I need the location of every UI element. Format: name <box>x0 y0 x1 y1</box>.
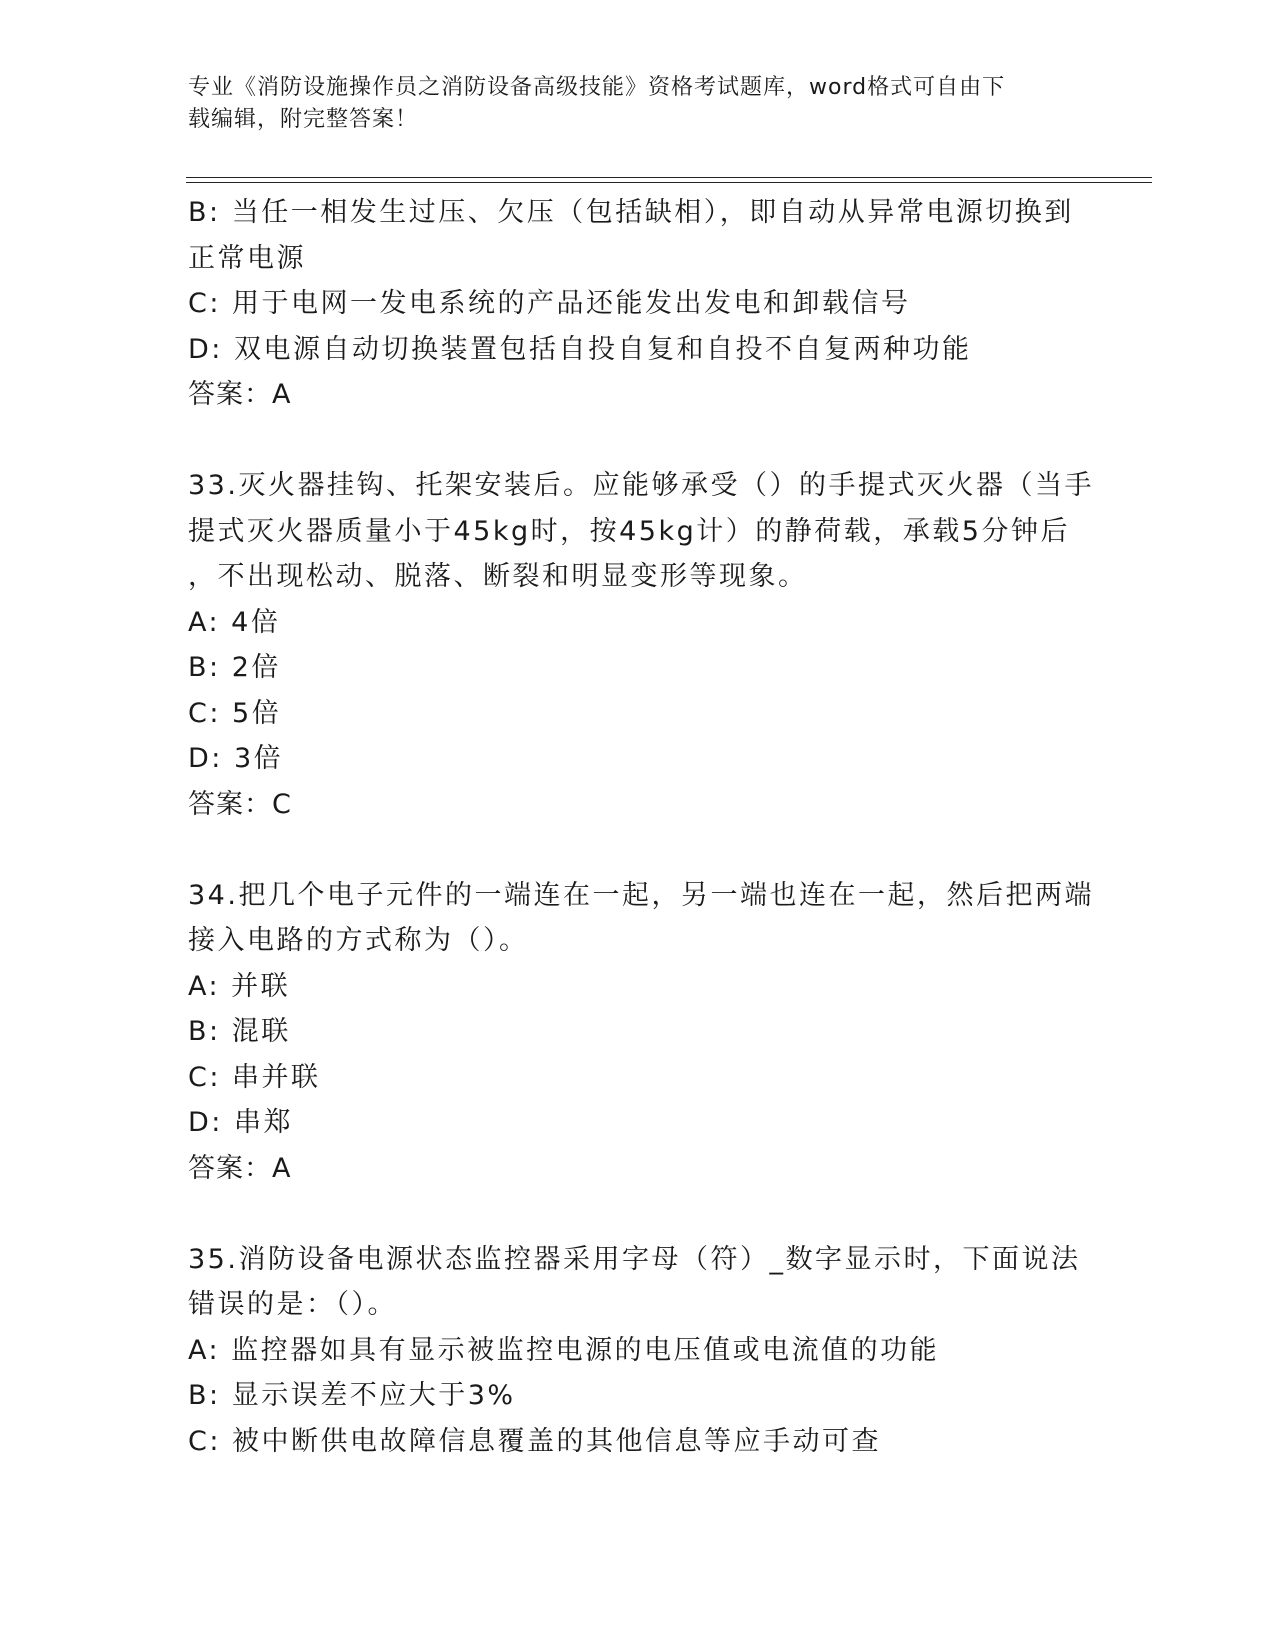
question-text-line-2: 接入电路的方式称为（）。 <box>188 925 529 956</box>
option-a: A: 并联 <box>188 970 291 1002</box>
question-text-line-1: 35.消防设备电源状态监控器采用字母（符）_数字显示时，下面说法 <box>188 1243 1081 1275</box>
document-header <box>188 72 1088 136</box>
answer: 答案：A <box>188 379 292 410</box>
option-c: C: 被中断供电故障信息覆盖的其他信息等应手动可查 <box>188 1425 882 1457</box>
question-text-line-3: ，不出现松动、脱落、断裂和明显变形等现象。 <box>188 561 808 592</box>
option-a: A: 监控器如具有显示被监控电源的电压值或电流值的功能 <box>188 1334 940 1366</box>
option-c: C: 5倍 <box>188 697 282 729</box>
question-35 <box>188 1237 1088 1465</box>
option-c: C: 串并联 <box>188 1061 321 1093</box>
option-d: D: 串郑 <box>188 1107 293 1138</box>
question-text-line-2: 错误的是：（）。 <box>188 1289 397 1320</box>
question-fragment <box>188 190 1088 418</box>
option-d: D: 3倍 <box>188 743 284 774</box>
spacer <box>188 418 1088 464</box>
option-d: D: 双电源自动切换装置包括自投自复和自投不自复两种功能 <box>188 333 972 365</box>
spacer <box>188 1191 1088 1237</box>
header-line-1: 专业《消防设施操作员之消防设备高级技能》资格考试题库，word格式可自由下 <box>188 75 1006 100</box>
option-a: A: 4倍 <box>188 606 281 638</box>
option-b-line-2: 正常电源 <box>188 242 306 274</box>
header-line-2: 载编辑，附完整答案！ <box>188 107 419 132</box>
question-text-line-1: 34.把几个电子元件的一端连在一起，另一端也连在一起，然后把两端 <box>188 879 1094 911</box>
question-34 <box>188 873 1094 1192</box>
option-b-line-1: B: 当任一相发生过压、欠压（包括缺相），即自动从异常电源切换到 <box>188 197 1074 228</box>
question-33 <box>188 463 1094 827</box>
option-b: B: 显示误差不应大于3% <box>188 1380 516 1411</box>
question-text-line-2: 提式灭火器质量小于45kg时，按45kg计）的静荷载，承载5分钟后 <box>188 515 1070 547</box>
answer: 答案：A <box>188 1152 292 1184</box>
option-b: B: 2倍 <box>188 652 281 683</box>
option-c: C: 用于电网一发电系统的产品还能发出发电和卸载信号 <box>188 288 911 319</box>
question-text-line-1: 33.灭火器挂钩、托架安装后。应能够承受（）的手提式灭火器（当手 <box>188 470 1094 501</box>
answer: 答案：C <box>188 788 292 820</box>
header-rule-top <box>186 177 1152 178</box>
option-b: B: 混联 <box>188 1016 291 1047</box>
question-content <box>188 190 1094 1464</box>
header-rule-bottom <box>186 182 1152 183</box>
spacer <box>188 827 1088 873</box>
